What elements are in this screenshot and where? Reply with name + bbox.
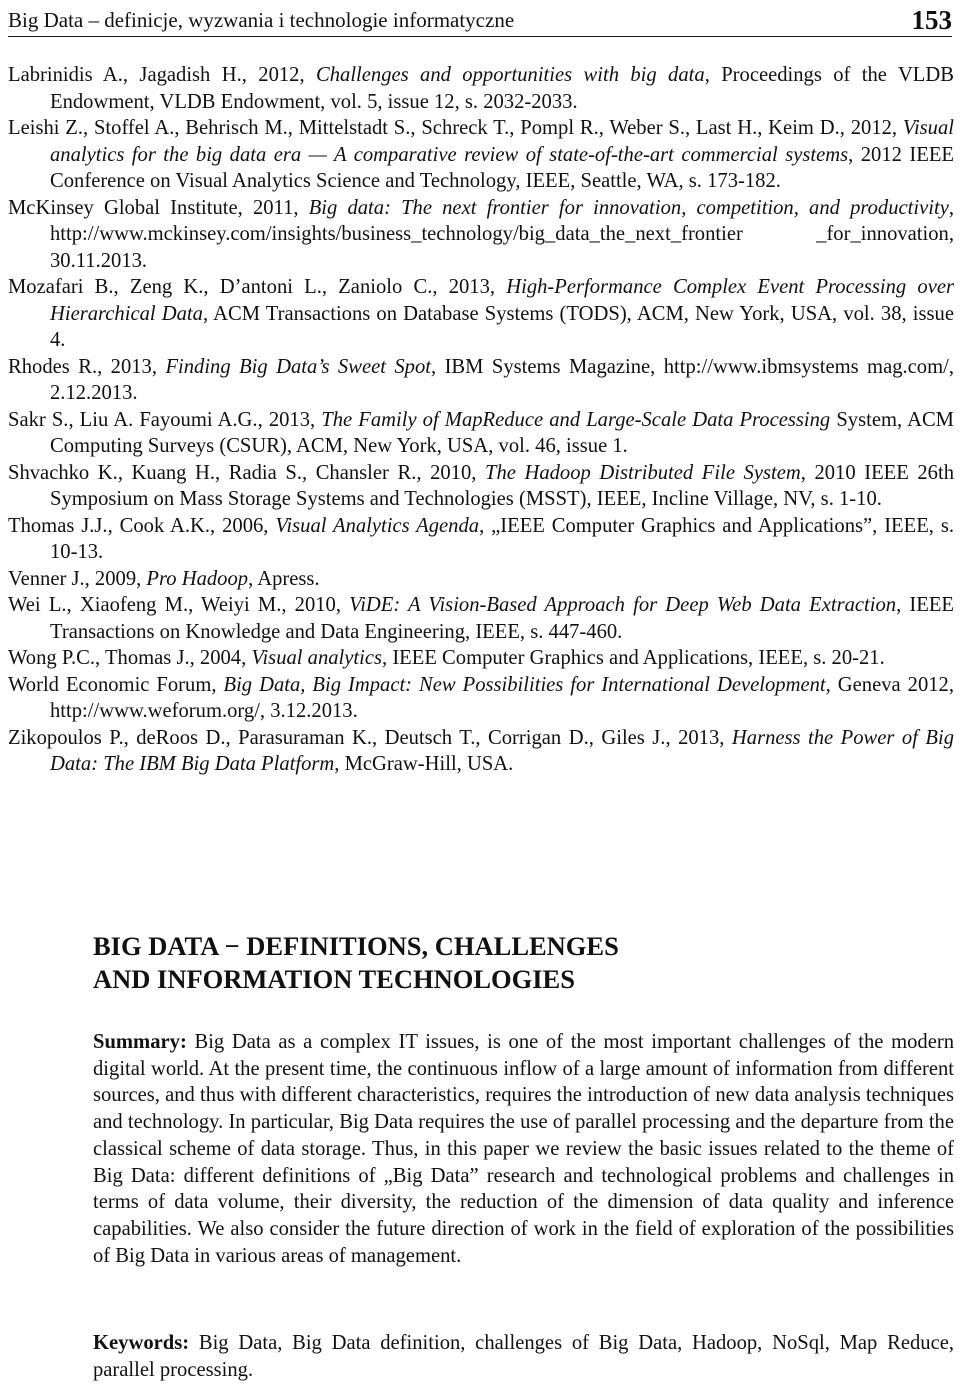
reference-details: System, ACM Computing Surveys (CSUR), ACM, New York, USA, vol. 46, issue 1. xyxy=(50,408,954,457)
reference-authors: Labrinidis A., Jagadish H., 2012, xyxy=(8,64,316,86)
running-title: Big Data – definicje, wyzwania i technologie informatyczne xyxy=(8,8,515,32)
reference-item xyxy=(8,354,954,407)
keywords-text: Big Data, Big Data definition, challenges of Big Data, Hadoop, NoSql, Map Reduce, parallel processing. xyxy=(93,1332,954,1381)
page-number: 153 xyxy=(911,5,952,35)
reference-authors: Zikopoulos P., deRoos D., Parasuraman K., Deutsch T., Corrigan D., Giles J., 2013, xyxy=(8,726,732,749)
reference-item xyxy=(8,460,954,513)
reference-title: Big Data, Big Impact: New Possibilities for International Development xyxy=(223,673,826,696)
english-title xyxy=(93,930,893,996)
reference-item xyxy=(8,407,954,460)
reference-title: The Hadoop Distributed File System xyxy=(485,461,801,484)
reference-authors: Sakr S., Liu A. Fayoumi A.G., 2013, xyxy=(8,408,322,431)
reference-details: , IBM Systems Magazine, http://www.ibmsystems mag.com/, 2.12.2013. xyxy=(50,355,954,404)
summary-paragraph xyxy=(93,1029,954,1269)
reference-details: , Apress. xyxy=(248,567,320,590)
reference-details: , Proceedings of the VLDB Endowment, VLDB Endowment, vol. 5, issue 12, s. 2032-2033. xyxy=(50,64,954,113)
reference-title: Challenges and opportunities with big data xyxy=(316,64,705,86)
reference-authors: Wong P.C., Thomas J., 2004, xyxy=(8,647,252,669)
reference-authors: Shvachko K., Kuang H., Radia S., Chansler R., 2010, xyxy=(8,461,485,484)
english-title-line: BIG DATA − DEFINITIONS, CHALLENGES xyxy=(93,931,619,961)
english-title-line: AND INFORMATION TECHNOLOGIES xyxy=(93,964,575,994)
reference-title: Big data: The next frontier for innovation, competition, and productivity xyxy=(308,196,949,219)
reference-title: ViDE: A Vision-Based Approach for Deep Web Data Extraction xyxy=(349,594,897,616)
reference-item xyxy=(8,274,954,354)
reference-title: Pro Hadoop xyxy=(146,567,249,590)
reference-item xyxy=(8,725,954,778)
reference-details: , IEEE Computer Graphics and Applications, IEEE, s. 20-21. xyxy=(382,647,885,669)
reference-authors: Mozafari B., Zeng K., D’antoni L., Zaniolo C., 2013, xyxy=(8,276,507,298)
reference-details: , 2012 IEEE Conference on Visual Analytics Science and Technology, IEEE, Seattle, WA, s. 173-182. xyxy=(50,143,954,192)
reference-authors: Thomas J.J., Cook A.K., 2006, xyxy=(8,514,276,537)
reference-title: The Family of MapReduce and Large-Scale Data Processing xyxy=(321,408,831,431)
reference-title: Visual analytics xyxy=(251,647,383,669)
reference-authors: Wei L., Xiaofeng M., Weiyi M., 2010, xyxy=(8,594,350,616)
running-header xyxy=(8,0,952,34)
reference-details: , 2010 IEEE 26th Symposium on Mass Storage Systems and Technologies (MSST), IEEE, Incline Village, NV, s. 1-10. xyxy=(50,461,954,510)
reference-details: , „IEEE Computer Graphics and Applications”, IEEE, s. 10-13. xyxy=(50,514,955,563)
reference-item xyxy=(8,672,954,725)
reference-authors: McKinsey Global Institute, 2011, xyxy=(8,196,309,219)
reference-item xyxy=(8,115,954,195)
header-rule xyxy=(8,36,952,37)
summary-label: Summary: xyxy=(93,1031,187,1053)
summary-text: Big Data as a complex IT issues, is one of the most important challenges of the modern digital world. At the present time, the continuous inflow of a large amount of information from different sources, and thus with different characteristics, requires the introduction of new data analysis techniques and technology. In particular, Big Data requires the use of parallel processing and the departure from the classical scheme of data storage. Thus, in this paper we review the basic issues related to the theme of Big Data: different definitions of „Big Data” research and technological problems and challenges in terms of data volume, their diversity, the reduction of the dimension of data quality and inference capabilities. We also consider the future direction of work in the field of exploration of the possibilities of Big Data in various areas of management. xyxy=(93,1031,954,1267)
reference-list xyxy=(8,62,954,778)
reference-item xyxy=(8,513,954,566)
reference-authors: Leishi Z., Stoffel A., Behrisch M., Mittelstadt S., Schreck T., Pompl R., Weber S., Last H., Keim D., 2012, xyxy=(8,117,903,139)
reference-details: , Geneva 2012, http://www.weforum.org/, 3.12.2013. xyxy=(50,673,954,722)
reference-item xyxy=(8,592,954,645)
reference-item xyxy=(8,645,954,672)
reference-authors: Venner J., 2009, xyxy=(8,567,147,590)
keywords-label: Keywords: xyxy=(93,1332,190,1354)
reference-item xyxy=(8,62,954,115)
reference-title: High-Performance Complex Event Processing over Hierarchical Data xyxy=(50,276,954,325)
reference-title: Finding Big Data’s Sweet Spot xyxy=(165,355,431,378)
reference-title: Visual analytics for the big data era — A comparative review of state-of-the-art commercial systems xyxy=(50,117,954,166)
reference-details: , IEEE Transactions on Knowledge and Data Engineering, IEEE, s. 447-460. xyxy=(50,594,954,643)
reference-authors: World Economic Forum, xyxy=(8,673,224,696)
reference-details: , http://www.mckinsey.com/insights/business_technology/big_data_the_next_frontier _for_innovation, 30.11.2013. xyxy=(50,196,954,272)
reference-details: , ACM Transactions on Database Systems (TODS), ACM, New York, USA, vol. 38, issue 4. xyxy=(50,302,954,351)
reference-authors: Rhodes R., 2013, xyxy=(8,355,166,378)
reference-item xyxy=(8,195,954,275)
reference-title: Harness the Power of Big Data: The IBM Big Data Platform xyxy=(50,726,955,775)
reference-title: Visual Analytics Agenda xyxy=(275,514,480,537)
reference-details: , McGraw-Hill, USA. xyxy=(334,753,514,775)
reference-item xyxy=(8,566,954,593)
keywords-paragraph xyxy=(93,1330,954,1383)
